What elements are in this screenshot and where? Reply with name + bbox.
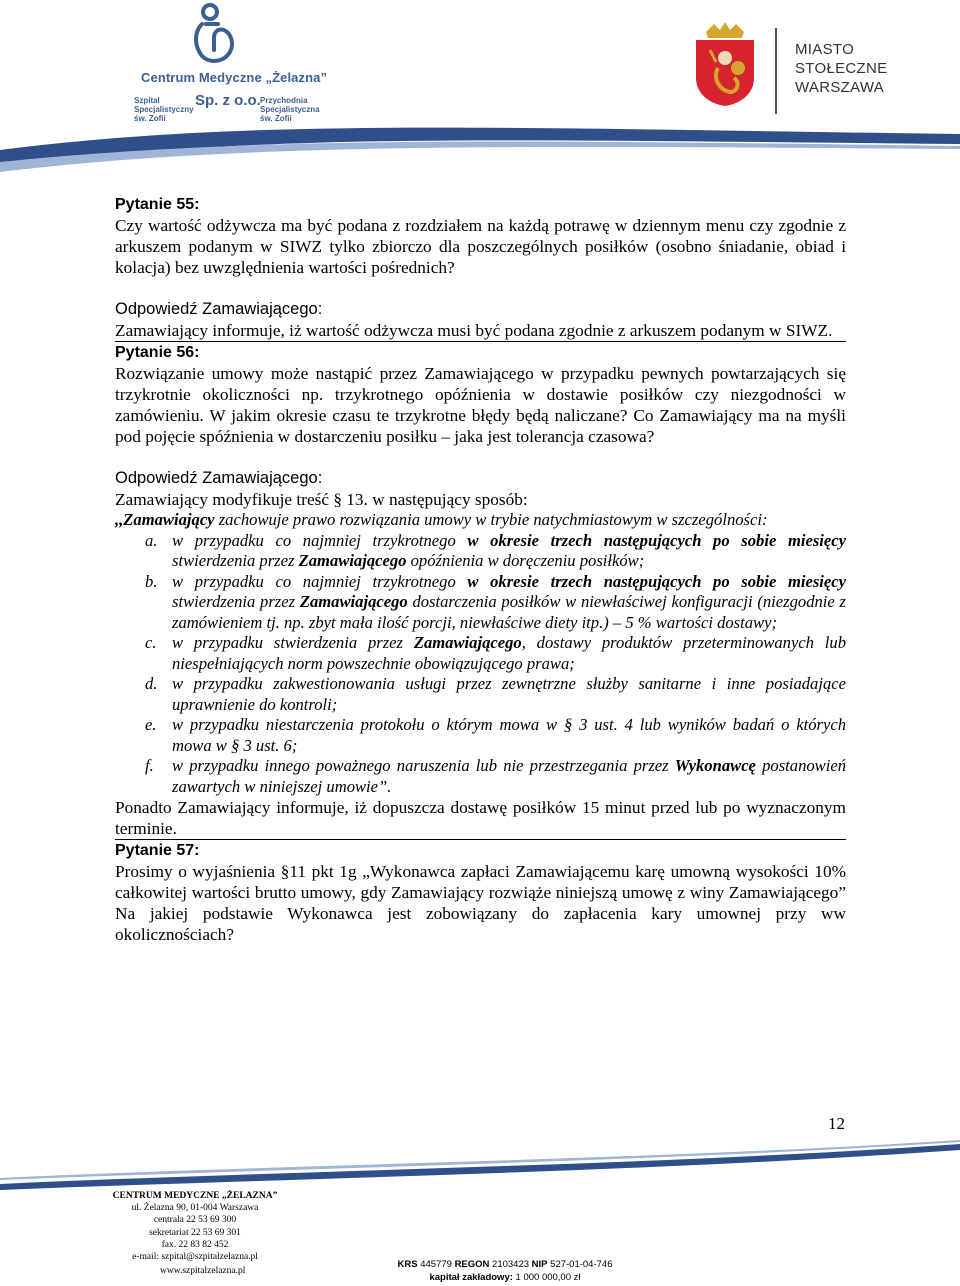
nip-value: 527-01-04-746 xyxy=(550,1259,613,1270)
item-text: w przypadku innego poważnego naruszenia lub nie przestrzegania przez xyxy=(172,756,675,775)
quote-rest: zachowuje prawo rozwiązania umowy w trybie natychmiastowym w szczególności: xyxy=(214,510,768,529)
question-55-text: Czy wartość odżywcza ma być podana z rozdziałem na każdą potrawę w dziennym menu czy zgodnie z arkuszem podanym w SIWZ tylko zbiorczo dla poszczególnych posiłków (osobno śniadanie, obiad i kolacja) bez uwzględnienia wartości pośrednich? xyxy=(115,216,846,277)
capital-value: 1 000 000,00 zł xyxy=(515,1271,581,1283)
regon-label: REGON xyxy=(454,1259,490,1270)
list-item xyxy=(115,756,846,797)
answer-56-heading: Odpowiedź Zamawiającego: xyxy=(115,469,323,487)
logo-sub-left-line: Szpital xyxy=(134,96,160,105)
list-item xyxy=(115,715,846,756)
footer-phone-centrala: centrala 22 53 69 300 xyxy=(153,1215,237,1226)
footer-website-link[interactable]: www.szpitalzelazna.pl xyxy=(160,1266,246,1276)
logo-text-line: MIASTO xyxy=(795,41,855,58)
footer-email: e-mail: szpital@szpitalzelazna.pl xyxy=(132,1252,258,1263)
nip-label: NIP xyxy=(531,1259,548,1270)
item-bold: w okresie trzech następujących po sobie miesięcy xyxy=(467,530,846,550)
krs-label: KRS xyxy=(397,1259,418,1270)
footer-swoosh xyxy=(0,1140,960,1190)
list-item xyxy=(115,633,846,674)
list-marker: d. xyxy=(145,674,158,693)
item-bold: Wykonawcę xyxy=(674,756,756,775)
item-bold: Zamawiającego xyxy=(298,551,407,570)
question-56-heading: Pytanie 56: xyxy=(115,344,200,361)
document-body xyxy=(115,194,846,945)
item-text: opóźnienia w doręczeniu posiłków; xyxy=(406,551,645,570)
logo-sub-left-line: Specjalistyczny xyxy=(134,105,194,114)
question-56-text: Rozwiązanie umowy może nastąpić przez Zamawiającego w przypadku pewnych powtarzających się trzykrotnie okoliczności np. trzykrotnego opóźnienia w dostawie posiłków czy niezgodności w zamówieniu. W jakim okresie czasu te trzykrotne błędy będą naliczane? Co Zamawiający ma na myśli pod pojęcie spóźnienia w dostarczeniu posiłku – jaka jest tolerancja czasowa? xyxy=(115,364,846,446)
item-text: stwierdzenia przez xyxy=(172,592,300,611)
item-text: w przypadku co najmniej trzykrotnego xyxy=(172,571,468,591)
krs-value: 445779 xyxy=(420,1259,452,1270)
logo-text-line: STOŁECZNE xyxy=(795,60,888,77)
warsaw-coat-of-arms-icon xyxy=(694,22,756,106)
list-marker: f. xyxy=(145,756,154,775)
footer-company-name: CENTRUM MEDYCZNE „ŻELAZNA” xyxy=(112,1191,278,1201)
list-marker: a. xyxy=(145,530,158,550)
question-55-heading: Pytanie 55: xyxy=(115,196,200,213)
footer-phone-sekretariat: sekretariat 22 53 69 301 xyxy=(149,1227,241,1238)
answer-55-heading: Odpowiedź Zamawiającego: xyxy=(115,300,323,318)
answer-56-quote-intro xyxy=(115,510,846,531)
footer-address: ul. Żelazna 90, 01-004 Warszawa xyxy=(131,1203,259,1214)
logo-sub-right xyxy=(260,96,320,123)
list-marker: b. xyxy=(145,571,158,591)
header-separator xyxy=(775,28,777,114)
logo-sub-right-line: Przychodnia xyxy=(260,96,308,105)
list-marker: e. xyxy=(145,715,157,734)
centrum-medyczne-logo-name: Centrum Medyczne „Żelazna” xyxy=(141,70,328,85)
answer-56-closing: Ponadto Zamawiający informuje, iż dopuszcza dostawę posiłków 15 minut przed lub po wyznaczonym terminie. xyxy=(115,798,846,838)
item-text: , dostawy produktów przeterminowanych lub niespełniających norm powszechnie obowiązującego prawa; xyxy=(172,633,847,673)
item-text: w przypadku zakwestionowania usługi przez zewnętrzne służby sanitarne i inne posiadające uprawnienie do kontroli; xyxy=(172,674,846,714)
list-marker: c. xyxy=(145,633,157,652)
list-item xyxy=(115,674,846,715)
answer-55-text: Zamawiający informuje, iż wartość odżywcza musi być podana zgodnie z arkuszem podanym w SIWZ. xyxy=(115,320,846,342)
logo-sub-right-line: św. Zofii xyxy=(260,114,292,123)
regon-value: 2103423 xyxy=(492,1259,530,1270)
capital-label: kapitał zakładowy: xyxy=(429,1271,513,1283)
footer-fax: fax. 22 83 82 452 xyxy=(161,1239,229,1250)
centrum-medyczne-logo-sp: Sp. z o.o. xyxy=(195,92,261,109)
quote-open: ,, xyxy=(115,510,124,529)
item-bold: Zamawiającego xyxy=(413,633,522,652)
item-text: postanowień zawartych w niniejszej umowie”. xyxy=(172,756,847,796)
item-text: dostarczenia posiłków w niewłaściwej konfiguracji (niezgodnie z zamówieniem tj. np. zbyt mała ilość porcji, niewłaściwe diety itp.) – 5 % wartości dostawy; xyxy=(172,592,847,632)
logo-sub-right-line: Specjalistyczna xyxy=(260,105,320,114)
miasto-stoleczne-warszawa-logo-text xyxy=(795,40,887,97)
item-text: w przypadku stwierdzenia przez xyxy=(172,633,414,652)
question-57-text: Prosimy o wyjaśnienia §11 pkt 1g „Wykonawca zapłaci Zamawiającemu karę umowną wysokości 10% całkowitej wartości brutto umowy, gdy Zamawiający rozwiąże niniejszą umowę z winy Zamawiającego” Na jakiej podstawie Wykonawca jest zobowiązany do zapłacenia kary umownej przy ww okolicznościach? xyxy=(115,862,846,944)
item-bold: w okresie trzech następujących po sobie miesięcy xyxy=(467,571,846,591)
list-item xyxy=(115,572,846,634)
logo-text-line: WARSZAWA xyxy=(795,79,885,96)
logo-sub-left xyxy=(134,96,194,123)
answer-56-intro: Zamawiający modyfikuje treść § 13. w następujący sposób: xyxy=(115,490,528,509)
logo-sub-left-line: św. Zofii xyxy=(134,114,166,123)
page-number: 12 xyxy=(828,1114,845,1133)
quote-bold-party: Zamawiający xyxy=(123,510,215,529)
answer-56-list xyxy=(115,531,846,798)
centrum-medyczne-logo-icon xyxy=(188,2,240,68)
footer-contact xyxy=(110,1190,280,1263)
item-bold: Zamawiającego xyxy=(299,592,408,611)
item-text: w przypadku co najmniej trzykrotnego xyxy=(172,530,468,550)
item-text: w przypadku niestarczenia protokołu o którym mowa w § 3 ust. 4 lub wyników badań o których mowa w § 3 ust. 6; xyxy=(172,715,846,755)
question-57-heading: Pytanie 57: xyxy=(115,842,200,859)
footer-registry xyxy=(380,1259,630,1284)
list-item xyxy=(115,531,846,572)
item-text: stwierdzenia przez xyxy=(172,551,299,570)
